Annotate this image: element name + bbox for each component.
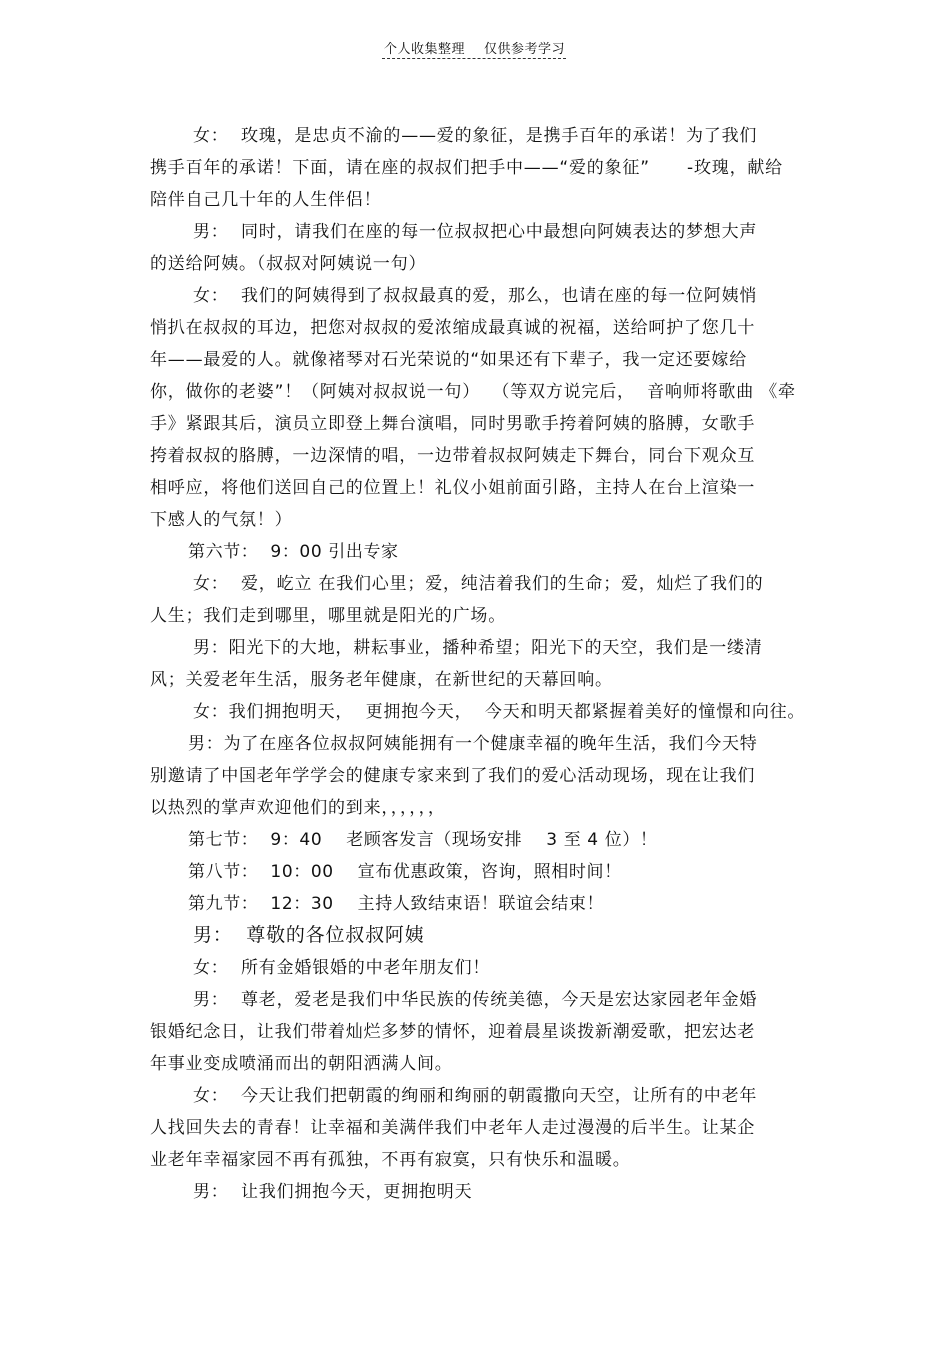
text-line: 风；关爱老年生活，服务老年健康，在新世纪的天幕回响。	[150, 670, 613, 690]
text-line: 女： 我们的阿姨得到了叔叔最真的爱，那么，也请在座的每一位阿姨悄	[193, 286, 758, 306]
header-left-text: 个人收集整理	[384, 42, 466, 57]
section-heading: 第九节： 12：30 主持人致结束语！联谊会结束！	[188, 894, 605, 914]
text-line: 男：为了在座各位叔叔阿姨能拥有一个健康幸福的晚年生活，我们今天特	[188, 734, 758, 754]
section-heading: 第八节： 10：00 宣布优惠政策，咨询，照相时间！	[188, 862, 622, 882]
text-line: 男： 尊老，爱老是我们中华民族的传统美德，今天是宏达家园老年金婚	[193, 990, 758, 1010]
text-line: 悄扒在叔叔的耳边，把您对叔叔的爱浓缩成最真诚的祝福，送给呵护了您几十	[150, 318, 756, 338]
text-line: 女： 所有金婚银婚的中老年朋友们！	[193, 958, 491, 978]
text-line: 挎着叔叔的胳膊，一边深情的唱，一边带着叔叔阿姨走下舞台，同台下观众互	[150, 446, 756, 466]
text-line: 人找回失去的青春！让幸福和美满伴我们中老年人走过漫漫的后半生。让某企	[150, 1118, 756, 1138]
text-line: 的送给阿姨。（叔叔对阿姨说一句）	[150, 254, 427, 274]
text-line: 携手百年的承诺！下面，请在座的叔叔们把手中——“爱的象征” -玫瑰，献给	[150, 158, 783, 178]
section-heading: 第七节： 9：40 老顾客发言（现场安排 3 至 4 位）！	[188, 830, 658, 850]
text-line: 相呼应，将他们送回自己的位置上！礼仪小姐前面引路，主持人在台上渲染一	[150, 478, 756, 498]
text-line: 男： 让我们拥抱今天，更拥抱明天	[193, 1182, 473, 1202]
text-line: 女： 今天让我们把朝霞的绚丽和绚丽的朝霞撒向天空，让所有的中老年	[193, 1086, 758, 1106]
text-line: 女：我们拥抱明天， 更拥抱今天， 今天和明天都紧握着美好的憧憬和向往。	[193, 702, 806, 722]
text-line: 你，做你的老婆”！（阿姨对叔叔说一句） （等双方说完后， 音响师将歌曲 《牵	[150, 382, 796, 402]
text-line: 男： 同时，请我们在座的每一位叔叔把心中最想向阿姨表达的梦想大声	[193, 222, 758, 242]
text-line: 下感人的气氛！）	[150, 510, 293, 530]
text-line: 女： 玫瑰，是忠贞不渝的——爱的象征，是携手百年的承诺！为了我们	[193, 126, 758, 146]
text-line: 别邀请了中国老年学学会的健康专家来到了我们的爱心活动现场，现在让我们	[150, 766, 756, 786]
text-line: 银婚纪念日，让我们带着灿烂多梦的情怀，迎着晨星谈拨新潮爱歌，把宏达老	[150, 1022, 756, 1042]
text-line: 年——最爱的人。就像褚琴对石光荣说的“如果还有下辈子，我一定还要嫁给	[150, 350, 748, 370]
text-line: 以热烈的掌声欢迎他们的到来，，，，，，	[150, 798, 446, 818]
text-line: 手》紧跟其后，演员立即登上舞台演唱，同时男歌手挎着阿姨的胳膊，女歌手	[150, 414, 756, 434]
section-heading: 第六节： 9：00 引出专家	[188, 542, 399, 562]
text-line: 男： 尊敬的各位叔叔阿姨	[193, 924, 425, 946]
text-line: 人生；我们走到哪里，哪里就是阳光的广场。	[150, 606, 506, 626]
text-line: 女： 爱，屹立 在我们心里；爱，纯洁着我们的生命；爱，灿烂了我们的	[193, 574, 764, 594]
text-line: 男：阳光下的大地，耕耘事业，播种希望；阳光下的天空，我们是一缕清	[193, 638, 763, 658]
text-line: 陪伴自己几十年的人生伴侣！	[150, 190, 382, 210]
header-right-text: 仅供参考学习	[484, 42, 566, 57]
text-line: 年事业变成喷涌而出的朝阳洒满人间。	[150, 1054, 453, 1074]
text-line: 业老年幸福家园不再有孤独，不再有寂寞，只有快乐和温暖。	[150, 1150, 631, 1170]
